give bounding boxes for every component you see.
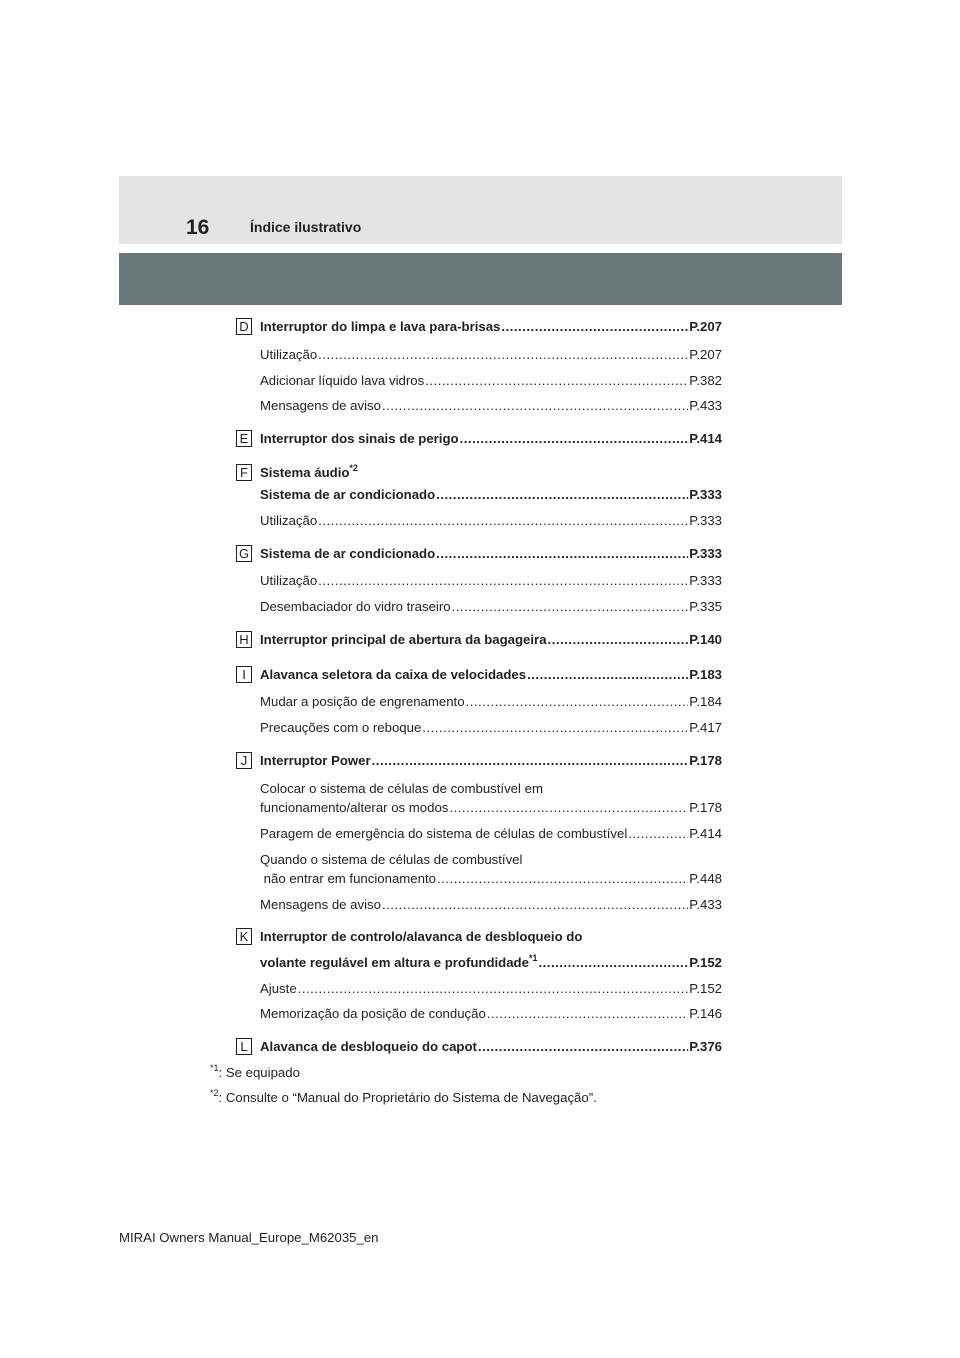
footnote-mark: *2 xyxy=(349,463,358,473)
entry-text: Alavanca seletora da caixa de velocidades xyxy=(260,667,527,682)
entry-text: Utilização xyxy=(260,347,318,362)
entry-text: Interruptor Power xyxy=(260,753,371,768)
page-ref: P.376 xyxy=(689,1039,722,1054)
index-entry-main[interactable] xyxy=(260,955,722,971)
dot-leader xyxy=(478,1039,688,1055)
index-entry-main[interactable] xyxy=(260,431,722,447)
index-entry-sub[interactable] xyxy=(260,347,722,363)
dot-leader xyxy=(452,599,689,615)
dot-leader xyxy=(466,694,689,710)
index-entry-title[interactable] xyxy=(260,465,358,481)
entry-text: Mudar a posição de engrenamento xyxy=(260,694,465,709)
page-ref: P.333 xyxy=(689,513,722,528)
page-ref: P.414 xyxy=(689,431,722,446)
page-ref: P.448 xyxy=(689,871,722,886)
entry-text-line: Quando o sistema de células de combustível xyxy=(260,852,523,867)
dot-leader xyxy=(382,897,688,913)
page-ref: P.333 xyxy=(689,546,722,561)
dot-leader xyxy=(449,800,688,816)
dot-leader xyxy=(318,347,688,363)
page-ref: P.414 xyxy=(689,826,722,841)
entry-text: Utilização xyxy=(260,573,318,588)
index-entry-main[interactable] xyxy=(260,319,722,335)
page-ref: P.433 xyxy=(689,398,722,413)
page-ref: P.152 xyxy=(689,955,722,970)
footnote-text: : Se equipado xyxy=(218,1065,300,1080)
entry-text: volante regulável em altura e profundidade xyxy=(260,955,529,970)
dot-leader xyxy=(318,573,688,589)
entry-text-line: Colocar o sistema de células de combustível em xyxy=(260,781,543,796)
entry-text: Memorização da posição de condução xyxy=(260,1006,486,1021)
dot-leader xyxy=(527,667,688,683)
dot-leader xyxy=(628,826,688,842)
entry-text: não entrar em funcionamento xyxy=(260,871,436,886)
index-entry-main[interactable] xyxy=(260,667,722,683)
index-entry-main[interactable] xyxy=(260,632,722,648)
index-entry-sub[interactable] xyxy=(260,398,722,414)
footnote-text: : Consulte o “Manual do Proprietário do Sistema de Navegação”. xyxy=(218,1090,597,1105)
page-ref: P.178 xyxy=(689,800,722,815)
dot-leader xyxy=(501,319,688,335)
dot-leader xyxy=(436,487,688,503)
dot-leader xyxy=(425,373,688,389)
letter-label-i: I xyxy=(236,666,252,683)
index-entry-sub[interactable] xyxy=(260,981,722,997)
page-ref: P.152 xyxy=(689,981,722,996)
index-entry-sub[interactable] xyxy=(260,800,722,816)
footnote-mark: *1 xyxy=(210,1063,219,1073)
entry-text: Adicionar líquido lava vidros xyxy=(260,373,425,388)
entry-text: Ajuste xyxy=(260,981,297,996)
page-ref: P.335 xyxy=(689,599,722,614)
section-banner xyxy=(119,253,842,305)
header-band xyxy=(119,176,842,244)
index-entry-sub[interactable] xyxy=(260,720,722,736)
entry-text: Interruptor do limpa e lava para-brisas xyxy=(260,319,501,334)
letter-label-l: L xyxy=(236,1038,252,1055)
page-ref: P.382 xyxy=(689,373,722,388)
page-ref: P.146 xyxy=(689,1006,722,1021)
dot-leader xyxy=(382,398,688,414)
entry-text: Interruptor principal de abertura da bagageira xyxy=(260,632,547,647)
entry-text: Sistema áudio xyxy=(260,465,350,480)
dot-leader xyxy=(437,871,688,887)
entry-text: funcionamento/alterar os modos xyxy=(260,800,449,815)
page-ref: P.417 xyxy=(689,720,722,735)
letter-label-h: H xyxy=(236,631,252,648)
page-ref: P.333 xyxy=(689,487,722,502)
entry-text-wrap xyxy=(260,955,537,971)
index-entry-sub[interactable] xyxy=(260,871,722,887)
dot-leader xyxy=(298,981,689,997)
entry-text: Sistema de ar condicionado xyxy=(260,487,436,502)
index-entry-sub[interactable] xyxy=(260,599,722,615)
index-entry-sub[interactable] xyxy=(260,573,722,589)
entry-text: Paragem de emergência do sistema de células de combustível xyxy=(260,826,628,841)
dot-leader xyxy=(318,513,688,529)
dot-leader xyxy=(422,720,688,736)
index-entry-main[interactable] xyxy=(260,546,722,562)
page-ref: P.183 xyxy=(689,667,722,682)
entry-text: Desembaciador do vidro traseiro xyxy=(260,599,451,614)
entry-text: Mensagens de aviso xyxy=(260,398,381,413)
index-entry-main[interactable] xyxy=(260,1039,722,1055)
dot-leader xyxy=(548,632,689,648)
entry-text: Interruptor dos sinais de perigo xyxy=(260,431,459,446)
page-ref: P.184 xyxy=(689,694,722,709)
index-entry-main[interactable] xyxy=(260,753,722,769)
entry-text: Sistema de ar condicionado xyxy=(260,546,436,561)
page-ref: P.333 xyxy=(689,573,722,588)
document-footer: MIRAI Owners Manual_Europe_M62035_en xyxy=(119,1230,379,1245)
letter-label-d: D xyxy=(236,318,252,335)
index-entry-sub[interactable] xyxy=(260,826,722,842)
dot-leader xyxy=(487,1006,688,1022)
dot-leader xyxy=(538,955,688,971)
index-entry-sub[interactable] xyxy=(260,1006,722,1022)
section-title: Índice ilustrativo xyxy=(250,219,362,235)
index-entry-sub[interactable] xyxy=(260,513,722,529)
index-entry-sub[interactable] xyxy=(260,897,722,913)
page-ref: P.207 xyxy=(689,319,722,334)
footnote xyxy=(210,1065,300,1081)
index-entry-main[interactable] xyxy=(260,487,722,503)
index-entry-sub[interactable] xyxy=(260,694,722,710)
letter-label-j: J xyxy=(236,752,252,769)
page-number: 16 xyxy=(186,216,210,239)
letter-label-g: G xyxy=(236,545,252,562)
letter-label-f: F xyxy=(236,464,252,481)
footnote-mark: *1 xyxy=(528,953,538,963)
entry-text: Precauções com o reboque xyxy=(260,720,422,735)
footnote xyxy=(210,1090,597,1106)
entry-text-line: Interruptor de controlo/alavanca de desbloqueio do xyxy=(260,929,583,944)
entry-text: Mensagens de aviso xyxy=(260,897,381,912)
entry-text: Alavanca de desbloqueio do capot xyxy=(260,1039,477,1054)
dot-leader xyxy=(436,546,688,562)
index-entry-sub[interactable] xyxy=(260,373,722,389)
letter-label-e: E xyxy=(236,430,252,447)
entry-text: Utilização xyxy=(260,513,318,528)
page-ref: P.433 xyxy=(689,897,722,912)
dot-leader xyxy=(460,431,689,447)
page-ref: P.207 xyxy=(689,347,722,362)
page-ref: P.178 xyxy=(689,753,722,768)
page-ref: P.140 xyxy=(689,632,722,647)
dot-leader xyxy=(372,753,689,769)
footnote-mark: *2 xyxy=(210,1088,219,1098)
letter-label-k: K xyxy=(236,928,252,945)
